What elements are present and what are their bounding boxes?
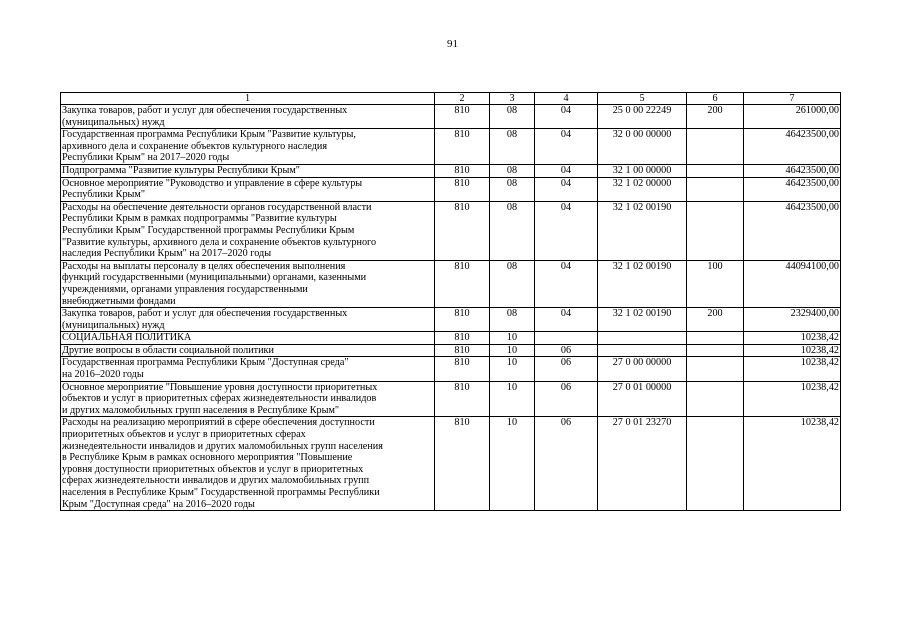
code-column-3: 08 <box>490 164 535 177</box>
row-name <box>61 344 435 357</box>
code-column-3: 08 <box>490 201 535 260</box>
code-column-3: 08 <box>490 308 535 332</box>
row-name-line: функций государственными (муниципальными) органами, казенными <box>62 272 367 284</box>
code-column-2: 810 <box>435 129 490 165</box>
table-row <box>61 129 841 165</box>
row-name-line: Закупка товаров, работ и услуг для обеспечения государственных <box>62 105 348 116</box>
table-row <box>61 201 841 260</box>
table-header <box>61 93 841 105</box>
table-body <box>61 105 841 511</box>
column-header: 5 <box>598 93 687 105</box>
row-name <box>61 260 435 307</box>
code-column-4: 04 <box>535 308 598 332</box>
row-name-line: объектов и услуг в приоритетных сферах жизнедеятельности инвалидов <box>62 393 377 405</box>
row-name-line: архивного дела и сохранение объектов культурного наследия <box>62 140 328 152</box>
row-name-line: наследия Республики Крым" на 2017–2020 годы <box>62 248 272 260</box>
code-column-5: 32 1 00 00000 <box>598 164 687 177</box>
row-name-line: жизнедеятельности инвалидов и других маломобильных групп населения <box>62 440 383 452</box>
amount-cell: 46423500,00 <box>744 177 841 201</box>
amount-cell: 46423500,00 <box>744 164 841 177</box>
row-name-line: на 2016–2020 годы <box>62 369 144 381</box>
column-header: 6 <box>687 93 744 105</box>
code-column-6 <box>687 177 744 201</box>
code-column-3: 10 <box>490 357 535 381</box>
code-column-5: 27 0 00 00000 <box>598 357 687 381</box>
code-column-6 <box>687 129 744 165</box>
code-column-2: 810 <box>435 164 490 177</box>
code-column-4: 04 <box>535 105 598 129</box>
code-column-3: 08 <box>490 177 535 201</box>
code-column-5 <box>598 344 687 357</box>
code-column-2: 810 <box>435 357 490 381</box>
table-row <box>61 332 841 345</box>
row-name-line: Основное мероприятие "Руководство и управление в сфере культуры <box>62 177 363 189</box>
amount-cell: 10238,42 <box>744 417 841 511</box>
row-name-line: Расходы на реализацию мероприятий в сфере обеспечения доступности <box>62 417 375 429</box>
code-column-5: 32 0 00 00000 <box>598 129 687 165</box>
amount-cell: 261000,00 <box>744 105 841 129</box>
code-column-4: 06 <box>535 357 598 381</box>
code-column-2: 810 <box>435 417 490 511</box>
row-name-line: "Развитие культуры, архивного дела и сохранение объектов культурного <box>62 236 377 248</box>
table-row <box>61 105 841 129</box>
header-row <box>61 93 841 105</box>
row-name <box>61 381 435 417</box>
table-row <box>61 417 841 511</box>
row-name-line: Расходы на выплаты персоналу в целях обеспечения выполнения <box>62 260 346 272</box>
row-name <box>61 332 435 345</box>
row-name-line: внебюджетными фондами <box>62 295 176 307</box>
code-column-2: 810 <box>435 332 490 345</box>
code-column-6 <box>687 417 744 511</box>
code-column-6 <box>687 201 744 260</box>
table-row <box>61 164 841 177</box>
code-column-2: 810 <box>435 344 490 357</box>
column-header: 7 <box>744 93 841 105</box>
code-column-4 <box>535 332 598 345</box>
row-name-line: Республики Крым" на 2017–2020 годы <box>62 152 230 164</box>
row-name <box>61 417 435 511</box>
page-number: 91 <box>447 38 458 50</box>
column-header: 4 <box>535 93 598 105</box>
code-column-6 <box>687 381 744 417</box>
row-name-line: и других маломобильных групп населения в Республике Крым" <box>62 404 340 416</box>
row-name-line: Закупка товаров, работ и услуг для обеспечения государственных <box>62 308 348 320</box>
code-column-2: 810 <box>435 308 490 332</box>
code-column-4: 06 <box>535 344 598 357</box>
code-column-5: 27 0 01 23270 <box>598 417 687 511</box>
row-name-line: Основное мероприятие "Повышение уровня доступности приоритетных <box>62 381 378 393</box>
code-column-6 <box>687 357 744 381</box>
code-column-6 <box>687 332 744 345</box>
row-name-line: Другие вопросы в области социальной политики <box>62 344 274 356</box>
code-column-6 <box>687 344 744 357</box>
row-name-line: Расходы на обеспечение деятельности органов государственной власти <box>62 201 372 213</box>
row-name <box>61 357 435 381</box>
column-header: 1 <box>61 93 435 105</box>
amount-cell: 46423500,00 <box>744 129 841 165</box>
row-name-line: Крым "Доступная среда" на 2016–2020 годы <box>62 498 255 510</box>
row-name-line: сферах жизнедеятельности инвалидов и других маломобильных групп <box>62 475 370 487</box>
table-row <box>61 308 841 332</box>
row-name-line: в Республике Крым в рамках основного мероприятия "Повышение <box>62 452 353 464</box>
amount-cell: 2329400,00 <box>744 308 841 332</box>
row-name <box>61 129 435 165</box>
code-column-2: 810 <box>435 201 490 260</box>
code-column-3: 10 <box>490 332 535 345</box>
row-name-line: СОЦИАЛЬНАЯ ПОЛИТИКА <box>62 332 192 344</box>
code-column-3: 10 <box>490 344 535 357</box>
table-row <box>61 177 841 201</box>
row-name <box>61 201 435 260</box>
code-column-3: 08 <box>490 105 535 129</box>
row-name-line: Республики Крым в рамках подпрограммы "Развитие культуры <box>62 213 337 225</box>
row-name-line: учреждениями, органами управления государственными <box>62 283 308 295</box>
table-row <box>61 344 841 357</box>
row-name-line: Государственная программа Республики Крым "Развитие культуры, <box>62 129 356 141</box>
code-column-6 <box>687 164 744 177</box>
code-column-2: 810 <box>435 105 490 129</box>
row-name <box>61 308 435 332</box>
code-column-2: 810 <box>435 177 490 201</box>
code-column-3: 10 <box>490 381 535 417</box>
code-column-3: 10 <box>490 417 535 511</box>
amount-cell: 10238,42 <box>744 332 841 345</box>
row-name-line: Республики Крым" Государственной программы Республики Крым <box>62 224 355 236</box>
code-column-4: 04 <box>535 260 598 307</box>
code-column-4: 06 <box>535 417 598 511</box>
budget-table <box>60 92 841 511</box>
amount-cell: 10238,42 <box>744 357 841 381</box>
code-column-4: 04 <box>535 129 598 165</box>
code-column-4: 04 <box>535 201 598 260</box>
table-row <box>61 260 841 307</box>
code-column-5: 32 1 02 00190 <box>598 201 687 260</box>
code-column-3: 08 <box>490 129 535 165</box>
row-name <box>61 164 435 177</box>
row-name <box>61 105 435 129</box>
code-column-3: 08 <box>490 260 535 307</box>
code-column-5: 25 0 00 22249 <box>598 105 687 129</box>
code-column-4: 06 <box>535 381 598 417</box>
code-column-2: 810 <box>435 260 490 307</box>
column-header: 2 <box>435 93 490 105</box>
code-column-4: 04 <box>535 164 598 177</box>
row-name-line: приоритетных объектов и услуг в приоритетных сферах <box>62 429 306 441</box>
code-column-6: 200 <box>687 308 744 332</box>
code-column-5: 32 1 02 00000 <box>598 177 687 201</box>
row-name <box>61 177 435 201</box>
table-row <box>61 357 841 381</box>
amount-cell: 10238,42 <box>744 344 841 357</box>
row-name-line: населения в Республике Крым" Государственной программы Республики <box>62 487 380 498</box>
row-name-line: (муниципальных) нужд <box>62 319 165 331</box>
row-name-line: Подпрограмма "Развитие культуры Республики Крым" <box>62 164 300 176</box>
amount-cell: 46423500,00 <box>744 201 841 260</box>
row-name-line: (муниципальных) нужд <box>62 116 165 128</box>
amount-cell: 10238,42 <box>744 381 841 417</box>
table-row <box>61 381 841 417</box>
code-column-5 <box>598 332 687 345</box>
code-column-5: 27 0 01 00000 <box>598 381 687 417</box>
row-name-line: Республики Крым" <box>62 189 145 201</box>
row-name-line: уровня доступности приоритетных объектов и услуг в приоритетных <box>62 463 364 475</box>
amount-cell: 44094100,00 <box>744 260 841 307</box>
code-column-2: 810 <box>435 381 490 417</box>
code-column-5: 32 1 02 00190 <box>598 308 687 332</box>
code-column-4: 04 <box>535 177 598 201</box>
code-column-6: 100 <box>687 260 744 307</box>
column-header: 3 <box>490 93 535 105</box>
code-column-5: 32 1 02 00190 <box>598 260 687 307</box>
row-name-line: Государственная программа Республики Крым "Доступная среда" <box>62 357 349 369</box>
code-column-6: 200 <box>687 105 744 129</box>
